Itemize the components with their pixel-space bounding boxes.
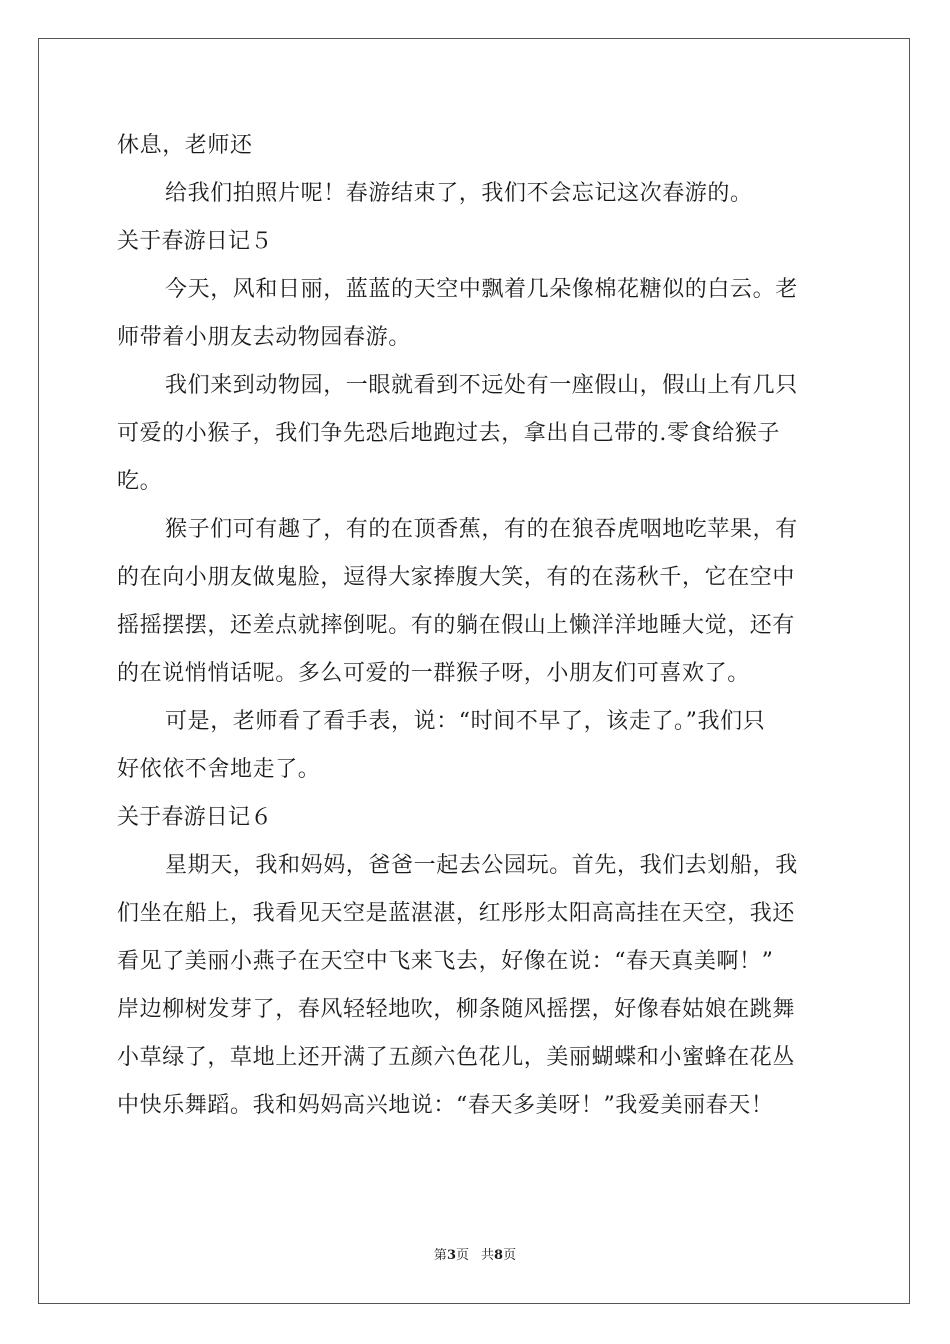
paragraph-line: 小草绿了，草地上还开满了五颜六色花儿，美丽蝴蝶和小蜜蜂在花丛 (117, 1045, 796, 1070)
paragraph-line: 休息，老师还 (117, 133, 253, 158)
total-prefix: 共 (481, 1248, 495, 1263)
paragraph-line: 可是，老师看了看手表，说：“时间不早了，该走了。”我们只 (165, 709, 766, 734)
paragraph-line: 的在说悄悄话呢。多么可爱的一群猴子呀，小朋友们可喜欢了。 (117, 661, 750, 686)
paragraph-line: 我们来到动物园，一眼就看到不远处有一座假山，假山上有几只 (165, 373, 798, 398)
paragraph-line: 看见了美丽小燕子在天空中飞来飞去，好像在说：“春天真美啊！” (117, 949, 774, 974)
paragraph-line: 师带着小朋友去动物园春游。 (117, 325, 411, 350)
paragraph-line: 中快乐舞蹈。我和妈妈高兴地说：“春天多美呀！”我爱美丽春天！ (117, 1093, 774, 1118)
paragraph-line: 岸边柳树发芽了，春风轻轻地吹，柳条随风摇摆，好像春姑娘在跳舞 (117, 997, 796, 1022)
section-heading: 关于春游日记５ (117, 229, 273, 254)
section-heading: 关于春游日记６ (117, 805, 273, 830)
page-suffix: 页 (455, 1248, 469, 1263)
total-suffix: 页 (503, 1248, 517, 1263)
paragraph-line: 可爱的小猴子，我们争先恐后地跑过去，拿出自己带的.零食给猴子 (117, 421, 780, 446)
paragraph-line: 摇摇摆摆，还差点就摔倒呢。有的躺在假山上懒洋洋地睡大觉，还有 (117, 613, 796, 638)
paragraph-line: 猴子们可有趣了，有的在顶香蕉，有的在狼吞虎咽地吃苹果，有 (165, 517, 798, 542)
paragraph-line: 的在向小朋友做鬼脸，逗得大家捧腹大笑，有的在荡秋千，它在空中 (117, 565, 796, 590)
paragraph-line: 吃。 (117, 469, 163, 494)
page-prefix: 第 (433, 1248, 447, 1263)
document-body (117, 130, 837, 1138)
paragraph-line: 今天，风和日丽，蓝蓝的天空中飘着几朵像棉花糖似的白云。老 (165, 277, 798, 302)
page-current: 3 (446, 1248, 456, 1263)
paragraph-line: 们坐在船上，我看见天空是蓝湛湛，红彤彤太阳高高挂在天空，我还 (117, 901, 796, 926)
paragraph-line: 给我们拍照片呢！春游结束了，我们不会忘记这次春游的。 (165, 181, 753, 206)
paragraph-line: 好依依不舍地走了。 (117, 757, 321, 782)
page-footer (0, 1246, 950, 1266)
page-total: 8 (494, 1248, 504, 1263)
paragraph-line: 星期天，我和妈妈，爸爸一起去公园玩。首先，我们去划船，我 (165, 853, 798, 878)
